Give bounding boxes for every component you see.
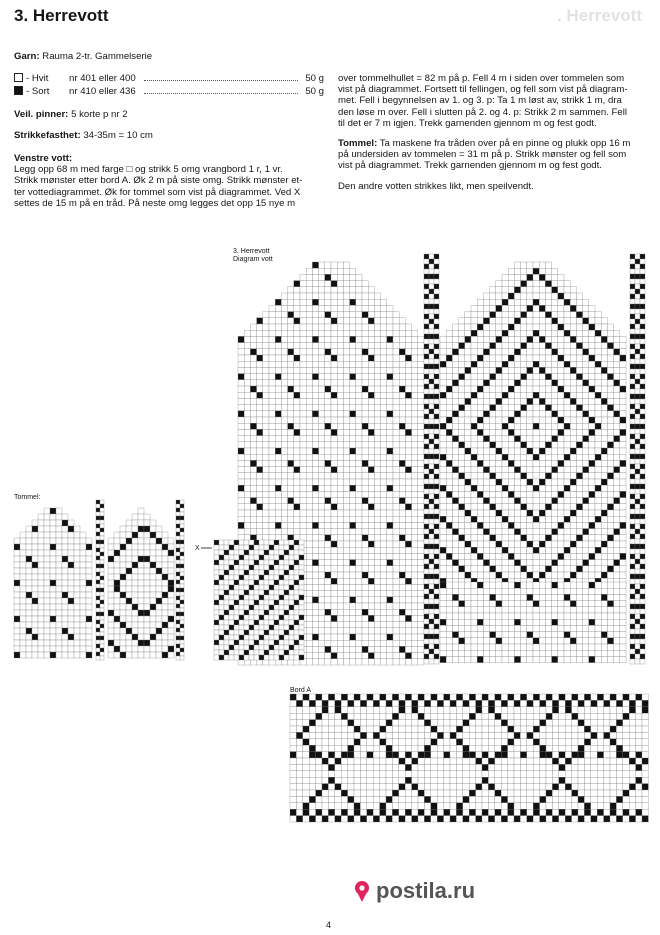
color-amount: 50 g: [305, 73, 324, 84]
thumb-chart-left: [14, 508, 92, 658]
thumb-chart-right: [108, 508, 174, 658]
border-caption: Bord A: [290, 687, 312, 694]
gauge-text: 34-35m = 10 cm: [83, 130, 153, 141]
color-nr: nr 401 eller 400: [69, 73, 136, 84]
instruction-line: over tommelhullet = 82 m på p. Fell 4 m i siden over tommelen som: [338, 73, 625, 84]
main-chart-right-bottom: [440, 582, 626, 663]
needles-label: Veil. pinner:: [14, 109, 69, 120]
page-number: 4: [326, 920, 332, 930]
watermark: [376, 878, 475, 904]
main-chart-right: [440, 262, 626, 584]
color-name: - Sort: [26, 86, 50, 97]
instruction-line: vist på diagrammet. Trekk garnenden gjennom m og fest godt.: [338, 160, 602, 172]
thumb-edge: [96, 500, 104, 660]
chart-grids: [14, 254, 648, 822]
instruction-line: settes de 15 m på en tråd. På neste omg legges det opp 15 nye m: [14, 197, 296, 209]
pin-icon: [352, 880, 372, 902]
border-chart: [290, 694, 648, 822]
watermark-suffix: .ru: [446, 878, 476, 903]
page-title: 3. Herrevott: [14, 6, 109, 25]
edge-strip-2: [630, 254, 645, 664]
color-name: - Hvit: [26, 73, 49, 84]
gauge-label: Strikkefasthet:: [14, 130, 81, 141]
instruction-line: den løse m over. Fell i slutten på 2. og 4. p: Strikk 2 m sammen. Fell: [338, 106, 627, 118]
color-amount: 50 g: [305, 86, 324, 97]
watermark-brand: postila: [376, 878, 447, 903]
thumb-caption: Tommel:: [14, 494, 41, 501]
color-nr: nr 410 eller 436: [69, 86, 136, 97]
gusset-chart: [214, 540, 304, 660]
ghost-title: . Herrevott: [556, 6, 642, 25]
instruction-line: Legg opp 68 m med farge □ og strikk 5 omg vrangbord 1 r, 1 vr.: [14, 164, 283, 176]
instruction-line: ter vottediagrammet. Øk for tommel som vist på diagrammet. Ved X: [14, 186, 301, 198]
instruction-line: på undersiden av tommelen = 31 m på p. Strikk mønster og fell som: [338, 149, 627, 161]
yarn-text: Rauma 2-tr. Gammelserie: [42, 51, 153, 62]
needles-text: 5 korte p nr 2: [71, 109, 128, 120]
instruction-line: vist på diagrammet. Fortsett til fellingen, og fell som vist på diagram-: [338, 84, 628, 96]
yarn-label: Garn:: [14, 51, 40, 62]
diagram-caption-line1: 3. Herrevott: [233, 248, 270, 255]
instruction-line: Den andre votten strikkes likt, men speilvendt.: [338, 180, 534, 192]
thumb-heading: Tommel:: [338, 138, 378, 150]
edge-strip-1: [424, 254, 439, 664]
diagram-caption-line2: Diagram vott: [233, 256, 273, 263]
x-marker: X: [195, 545, 200, 552]
instruction-line: til det er 7 m igjen. Trekk garnenden gjennom m og fest godt.: [338, 117, 597, 129]
left-mitten-heading: Venstre vott:: [14, 153, 73, 164]
thumb-edge-2: [176, 500, 184, 660]
instruction-line: met. Fell i begynnelsen av 1. og 3. p: Ta 1 m løst av, strikk 1 m, dra: [338, 95, 622, 107]
instruction-line: Ta maskene fra tråden over på en pinne og plukk opp 16 m: [379, 138, 631, 150]
instruction-line: Strikk mønster etter bord A. Øk 2 m på siste omg. Strikk mønster et-: [14, 175, 303, 187]
